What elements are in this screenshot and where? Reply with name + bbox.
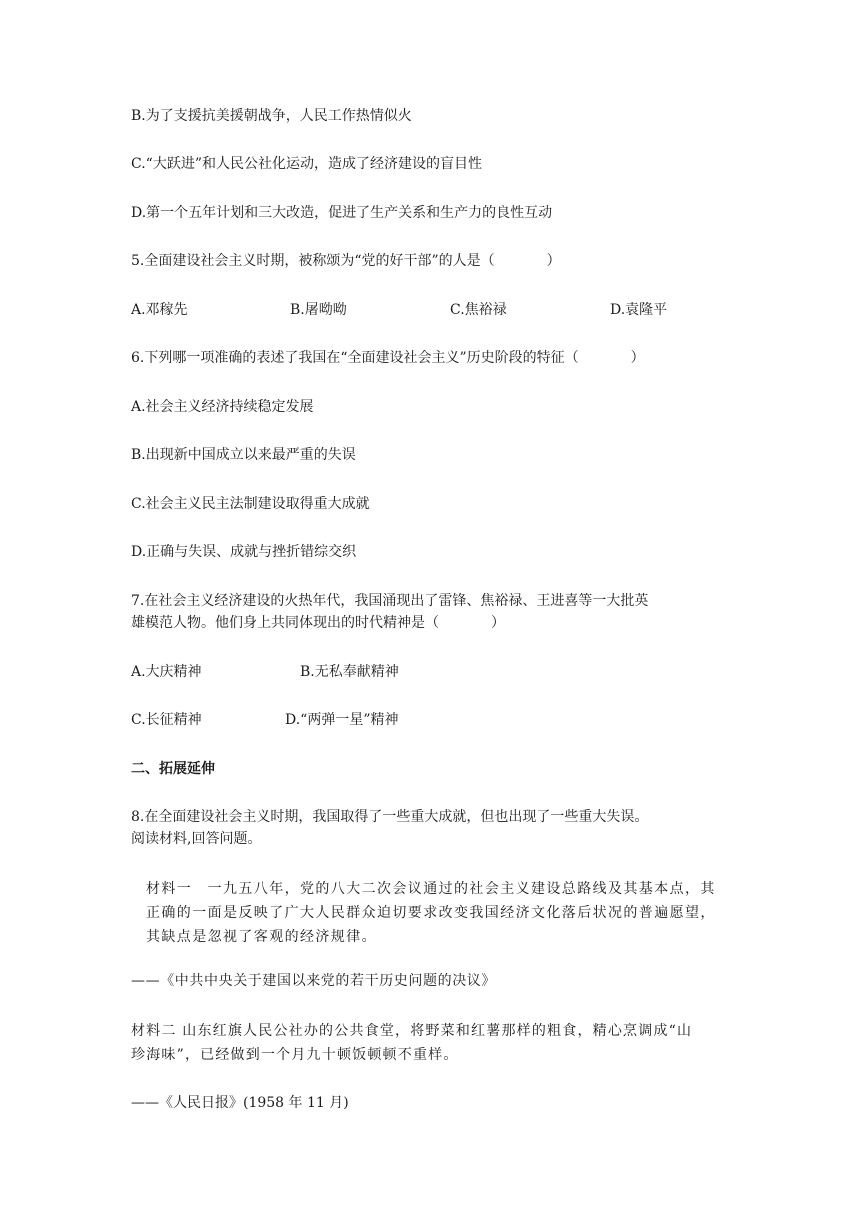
q8-stem-line2: 阅读材料,回答问题。	[131, 831, 262, 847]
q5-option-d: D.袁隆平	[610, 302, 668, 318]
q6-close: ）	[630, 350, 645, 366]
q5-close: ）	[546, 253, 561, 269]
q6-stem	[131, 347, 645, 369]
q4-option-d: D.第一个五年计划和三大改造，促进了生产关系和生产力的良性互动	[131, 205, 553, 221]
q5-option-a: A.邓稼先	[131, 302, 188, 318]
q5-option-b: B.屠呦呦	[290, 302, 347, 318]
q7-option-a: A.大庆精神	[131, 664, 202, 680]
q4-option-b: B.为了支援抗美援朝战争，人民工作热情似火	[131, 108, 412, 124]
section-heading: 二、拓展延伸	[131, 761, 215, 777]
q7-option-b: B.无私奉献精神	[300, 664, 399, 680]
q4-option-c: C.“大跃进”和人民公社化运动，造成了经济建设的盲目性	[131, 156, 482, 172]
q6-option-a: A.社会主义经济持续稳定发展	[131, 399, 314, 415]
material-two-line2: 珍海味”，已经做到一个月九十顿饭顿顿不重样。	[131, 1047, 459, 1063]
q8-stem-line1: 8.在全面建设社会主义时期，我国取得了一些重大成就，但也出现了一些重大失误。	[131, 809, 649, 825]
q5-stem	[131, 250, 561, 272]
q7-stem-text: 雄模范人物。他们身上共同体现出的时代精神是（	[131, 615, 439, 631]
q6-stem-text: 6.下列哪一项准确的表述了我国在“全面建设社会主义”历史阶段的特征（	[131, 350, 579, 366]
q7-option-d: D.“两弹一星”精神	[285, 712, 399, 728]
q7-stem-line1: 7.在社会主义经济建设的火热年代，我国涌现出了雷锋、焦裕禄、王进喜等一大批英	[131, 593, 649, 609]
material-one: 材料一 一九五八年，党的八大二次会议通过的社会主义建设总路线及其基本点，其正确的一面是反映了广大人民群众迫切要求改变我国经济文化落后状况的普遍愿望，其缺点是忽视了客观的经济规律。	[146, 881, 716, 945]
q6-option-c: C.社会主义民主法制建设取得重大成就	[131, 496, 370, 512]
q7-stem-line2	[131, 612, 505, 634]
q6-option-d: D.正确与失误、成就与挫折错综交织	[131, 544, 357, 560]
q6-option-b: B.出现新中国成立以来最严重的失误	[131, 447, 356, 463]
material-two-source: ——《人民日报》(1958 年 11 月)	[131, 1095, 349, 1111]
q5-option-c: C.焦裕禄	[450, 302, 507, 318]
material-two-line1: 材料二 山东红旗人民公社办的公共食堂，将野菜和红薯那样的粗食，精心烹调成“山	[131, 1023, 693, 1039]
material-one-source: ——《中共中央关于建国以来党的若干历史问题的决议》	[131, 973, 496, 989]
q5-stem-text: 5.全面建设社会主义时期，被称颂为“党的好干部”的人是（	[131, 253, 495, 269]
q7-option-c: C.长征精神	[131, 712, 202, 728]
q7-close: ）	[491, 615, 505, 631]
